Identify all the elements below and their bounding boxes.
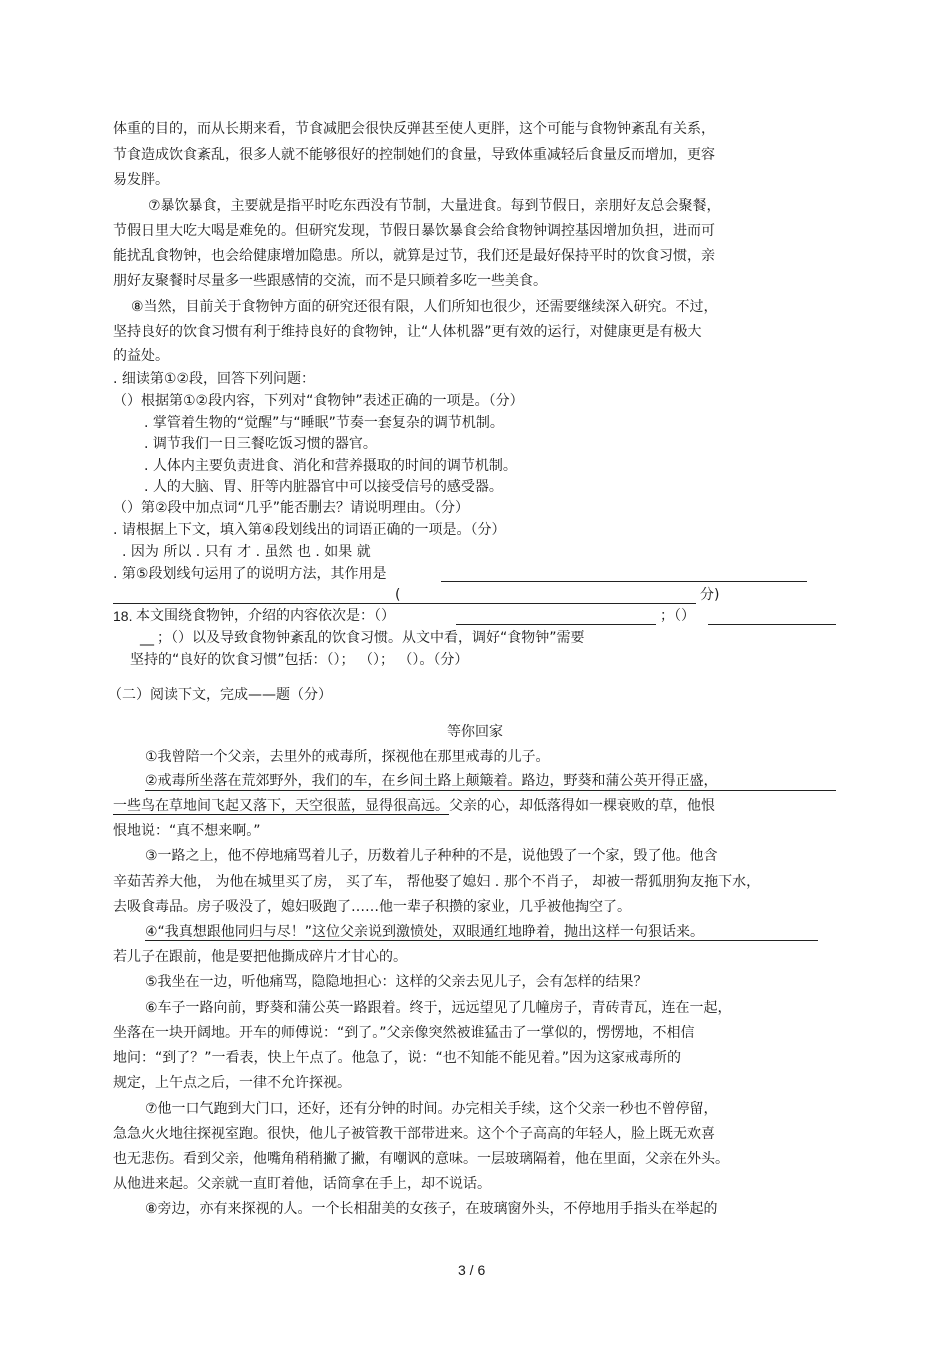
option-a: . 掌管着生物的“觉醒”与“睡眠”节奏一套复杂的调节机制。: [144, 415, 504, 431]
paragraph-line: 节食造成饮食紊乱，很多人就不能够很好的控制她们的食量，导致体重减轻后食量反而增加，更容: [113, 147, 715, 163]
question-3: . 第⑤段划线句运用了的说明方法，其作用是: [113, 566, 387, 582]
paragraph-line: 的益处。: [113, 348, 169, 364]
sentence-underline: [145, 940, 818, 941]
paragraph-line: ①我曾陪一个父亲，去里外的戒毒所，探视他在那里戒毒的儿子。: [145, 749, 550, 765]
paragraph-line: 去吸食毒品。房子吸没了，媳妇吸跑了……他一辈子积攒的家业，几乎被他掏空了。: [113, 899, 631, 915]
paragraph-line: 从他进来起。父亲就一直盯着他，话筒拿在手上，却不说话。: [113, 1176, 491, 1192]
question-1b: （）第②段中加点词“几乎”能否删去？请说明理由。（分）: [113, 500, 470, 516]
question-2: . 请根据上下文，填入第④段划线出的词语正确的一项是。（分）: [113, 522, 506, 538]
paragraph-line: ③一路之上，他不停地痛骂着儿子，历数着儿子种种的不是，说他毁了一个家，毁了他。他含: [145, 848, 718, 864]
paragraph-line: 也无悲伤。看到父亲，他嘴角稍稍撇了撇，有嘲讽的意味。一层玻璃隔着，他在里面，父亲在外头。: [113, 1151, 729, 1167]
question-4b: ；（）以及导致食物钟紊乱的饮食习惯。从文中看，调好“食物钟”需要: [157, 630, 585, 646]
answer-blank-line: [708, 624, 836, 625]
paragraph-line: 坐落在一块开阔地。开车的师傅说：“到了。”父亲像突然被谁猛击了一掌似的，愣愣地，不相信: [113, 1025, 695, 1041]
sentence-rest: 父亲的心，却低落得如一棵衰败的草，他恨: [449, 798, 715, 814]
paragraph-line: ⑥车子一路向前，野葵和蒲公英一路跟着。终于，远远望见了几幢房子，青砖青瓦，连在一起，: [145, 1000, 732, 1016]
question-1a: （）根据第①②段内容，下列对“食物钟”表述正确的一项是。（分）: [113, 393, 524, 409]
option-d: . 人的大脑、胃、肝等内脏器官中可以接受信号的感受器。: [144, 479, 503, 495]
score-paren: 分): [700, 587, 720, 603]
question-4a: 本文围绕食物钟，介绍的内容依次是：（）: [136, 608, 395, 624]
underlined-sentence: 一些鸟在草地间飞起又落下，天空很蓝，显得很高远。: [113, 798, 449, 814]
paragraph-line: 坚持良好的饮食习惯有利于维持良好的食物钟，让“人体机器”更有效的运行，对健康更是有极大: [113, 324, 702, 340]
question-2-options: . 因为 所以 . 只有 才 . 虽然 也 . 如果 就: [122, 544, 371, 560]
answer-blank-line: [441, 581, 807, 582]
paragraph-line: 辛茹苦养大他， 为他在城里买了房， 买了车， 帮他娶了媳妇 . 那个不肖子， 却被一帮狐朋狗友拖下水，: [113, 874, 761, 890]
underlined-sentence: ②戒毒所坐落在荒郊野外，我们的车，在乡间土路上颠簸着。路边，野葵和蒲公英开得正盛，: [145, 773, 718, 789]
paragraph-line: 恨地说：“真不想来啊。”: [113, 823, 261, 839]
paragraph-line: 易发胖。: [113, 172, 169, 188]
blank-tail: __: [140, 630, 154, 646]
question-4c: 坚持的“良好的饮食习惯”包括：（）； （）； （）。（分）: [130, 652, 469, 668]
paragraph-line: 急急火火地往探视室跑。很快，他儿子被管教干部带进来。这个个子高高的年轻人，脸上既无欢喜: [113, 1126, 715, 1142]
paren-open: (: [395, 587, 401, 603]
paragraph-line: ⑧当然，目前关于食物钟方面的研究还很有限，人们所知也很少，还需要继续深入研究。不过，: [131, 299, 718, 315]
section-heading: （二）阅读下文，完成——题（分）: [108, 687, 332, 703]
answer-blank-line: [456, 624, 656, 625]
paragraph-line: 朋好友聚餐时尽量多一些跟感情的交流，而不是只顾着多吃一些美食。: [113, 273, 547, 289]
option-b: . 调节我们一日三餐吃饭习惯的器官。: [144, 436, 377, 452]
answer-blank-line: [113, 603, 696, 604]
paragraph-line: ⑤我坐在一边，听他痛骂，隐隐地担心：这样的父亲去见儿子，会有怎样的结果？: [145, 974, 648, 990]
paragraph-line: [113, 796, 843, 816]
paragraph-line: ⑦他一口气跑到大门口，还好，还有分钟的时间。办完相关手续，这个父亲一秒也不曾停留，: [145, 1101, 718, 1117]
story-title: 等你回家: [447, 724, 503, 740]
underlined-sentence: ④“我真想跟他同归与尽！”这位父亲说到激愤处，双眼通红地睁着，抛出这样一句狠话来。: [145, 924, 705, 940]
sentence-underline: [145, 790, 836, 791]
page-number: 3 / 6: [458, 1262, 486, 1278]
question-number: 18.: [113, 608, 133, 624]
paragraph-line: 能扰乱食物钟，也会给健康增加隐患。所以，就算是过节，我们还是最好保持平时的饮食习惯，亲: [113, 248, 715, 264]
paragraph-line: 规定，上午点之后，一律不允许探视。: [113, 1075, 351, 1091]
question-4-sep: ；（）: [660, 608, 695, 624]
question-1: . 细读第①②段，回答下列问题：: [113, 371, 316, 387]
paragraph-line: 地问：“到了？”一看表，快上午点了。他急了，说：“也不知能不能见着。”因为这家戒毒所的: [113, 1050, 682, 1066]
paragraph-line: 节假日里大吃大喝是难免的。但研究发现，节假日暴饮暴食会给食物钟调控基因增加负担，进而可: [113, 223, 715, 239]
paragraph-line: ⑧旁边，亦有来探视的人。一个长相甜美的女孩子，在玻璃窗外头，不停地用手指头在举起的: [145, 1201, 718, 1217]
paragraph-line: ⑦暴饮暴食，主要就是指平时吃东西没有节制，大量进食。每到节假日，亲朋好友总会聚餐，: [148, 198, 721, 214]
paragraph-line: 若儿子在跟前，他是要把他撕成碎片才甘心的。: [113, 949, 407, 965]
option-c: . 人体内主要负责进食、消化和营养摄取的时间的调节机制。: [144, 458, 517, 474]
paragraph-line: 体重的目的，而从长期来看，节食减肥会很快反弹甚至使人更胖，这个可能与食物钟紊乱有关系，: [113, 121, 715, 137]
